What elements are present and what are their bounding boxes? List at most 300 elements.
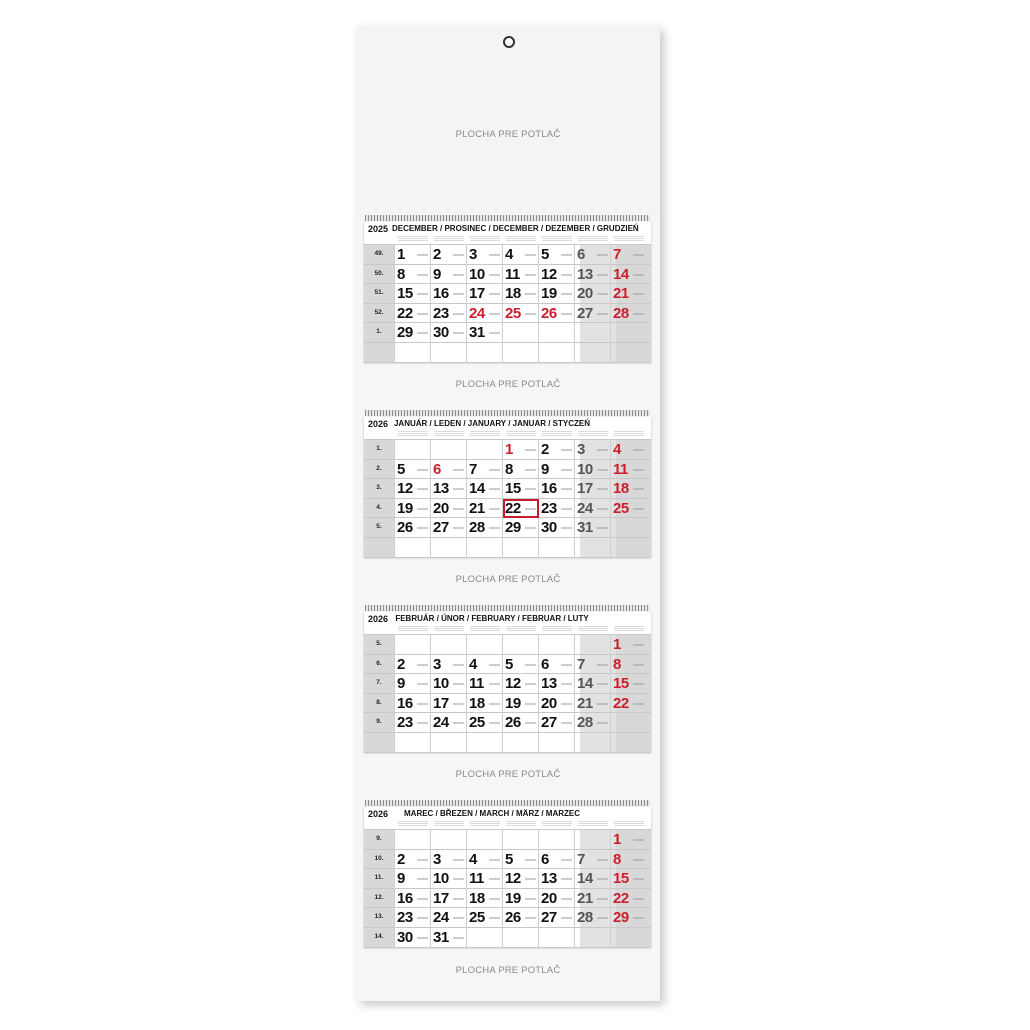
day-number: 24 <box>469 304 485 322</box>
column-divider <box>574 244 575 362</box>
nameday-note <box>633 877 644 880</box>
day-number: 20 <box>541 694 557 712</box>
nameday-note <box>633 916 644 919</box>
month-grid <box>364 244 651 362</box>
row-divider <box>364 439 651 440</box>
nameday-note <box>597 273 608 276</box>
nameday-note <box>561 507 572 510</box>
row-divider <box>364 868 651 869</box>
row-divider <box>364 673 651 674</box>
nameday-note <box>561 468 572 471</box>
day-number: 2 <box>397 655 405 673</box>
nameday-note <box>614 626 644 631</box>
nameday-note <box>453 253 464 256</box>
day-number: 18 <box>469 889 485 907</box>
month-block-december <box>364 222 651 362</box>
nameday-note <box>453 936 464 939</box>
nameday-note <box>398 431 428 436</box>
column-divider <box>394 829 395 947</box>
print-area-label: PLOCHA PRE POTLAČ <box>455 129 561 140</box>
day-number: 5 <box>505 655 513 673</box>
nameday-note <box>417 487 428 490</box>
column-divider <box>394 634 395 752</box>
nameday-note <box>561 253 572 256</box>
nameday-note <box>453 682 464 685</box>
day-number: 20 <box>541 889 557 907</box>
day-number: 4 <box>469 850 477 868</box>
nameday-note <box>597 468 608 471</box>
day-number: 28 <box>577 714 593 732</box>
month-block-january <box>364 417 651 557</box>
month-title: DECEMBER / PROSINEC / DECEMBER / DEZEMBER / GRUDZIEŃ <box>392 224 639 233</box>
day-number: 7 <box>577 655 585 673</box>
day-number: 15 <box>613 675 629 693</box>
row-divider <box>364 849 651 850</box>
nameday-note <box>489 682 500 685</box>
day-number: 23 <box>397 714 413 732</box>
week-number: 6. <box>376 659 382 667</box>
day-number: 11 <box>505 265 520 283</box>
day-number: 29 <box>613 909 629 927</box>
nameday-note <box>453 897 464 900</box>
nameday-note <box>417 331 428 334</box>
hanging-hole <box>503 36 515 48</box>
week-number: 7. <box>376 679 382 687</box>
day-number: 10 <box>433 870 449 888</box>
day-number: 30 <box>433 324 449 342</box>
day-number: 14 <box>577 870 593 888</box>
nameday-note <box>525 253 536 256</box>
row-divider <box>364 829 651 830</box>
nameday-note <box>633 273 644 276</box>
week-number: 3. <box>376 484 382 492</box>
row-divider <box>364 264 651 265</box>
nameday-note <box>633 643 644 646</box>
row-divider <box>364 654 651 655</box>
column-divider <box>610 244 611 362</box>
day-number: 12 <box>505 675 521 693</box>
day-number: 15 <box>613 870 629 888</box>
row-divider <box>364 888 651 889</box>
nameday-note <box>453 916 464 919</box>
nameday-strip <box>364 626 651 634</box>
day-number: 3 <box>577 441 585 458</box>
column-divider <box>538 634 539 752</box>
nameday-note <box>614 821 644 826</box>
row-divider <box>364 907 651 908</box>
nameday-note <box>561 897 572 900</box>
nameday-note <box>633 838 644 841</box>
row-divider <box>364 947 651 948</box>
day-number: 19 <box>541 285 557 303</box>
day-number: 13 <box>541 675 557 693</box>
nameday-note <box>597 507 608 510</box>
day-number: 29 <box>397 324 413 342</box>
column-divider <box>502 244 503 362</box>
column-divider <box>466 829 467 947</box>
week-number: 51. <box>374 289 384 297</box>
day-number: 7 <box>613 246 621 263</box>
nameday-note <box>597 292 608 295</box>
nameday-note <box>525 526 536 529</box>
day-number: 28 <box>577 909 593 927</box>
day-number: 23 <box>397 909 413 927</box>
day-number: 27 <box>433 519 449 537</box>
nameday-note <box>489 273 500 276</box>
row-divider <box>364 478 651 479</box>
week-number: 50. <box>374 269 384 277</box>
nameday-note <box>489 487 500 490</box>
day-number: 16 <box>397 694 413 712</box>
year-label: 2026 <box>368 614 389 624</box>
day-number: 12 <box>397 480 413 498</box>
day-number: 3 <box>433 655 441 673</box>
day-number: 2 <box>541 441 549 458</box>
nameday-note <box>453 273 464 276</box>
day-number: 22 <box>505 499 521 517</box>
day-number: 11 <box>469 870 484 888</box>
spiral-binding <box>365 800 650 806</box>
column-divider <box>574 829 575 947</box>
nameday-note <box>597 682 608 685</box>
nameday-note <box>489 916 500 919</box>
nameday-note <box>561 858 572 861</box>
day-number: 25 <box>613 499 629 517</box>
month-grid <box>364 829 651 947</box>
nameday-note <box>633 858 644 861</box>
week-number: 14. <box>374 933 384 940</box>
column-divider <box>574 634 575 752</box>
nameday-note <box>633 253 644 256</box>
nameday-note <box>506 431 536 436</box>
row-divider <box>364 537 651 538</box>
week-number: 52. <box>374 308 384 316</box>
nameday-note <box>561 702 572 705</box>
nameday-note <box>489 331 500 334</box>
nameday-note <box>597 916 608 919</box>
day-number: 30 <box>397 929 413 946</box>
day-number: 31 <box>469 324 485 342</box>
nameday-strip <box>364 821 651 829</box>
nameday-note <box>525 721 536 724</box>
day-number: 19 <box>397 499 413 517</box>
column-divider <box>466 244 467 362</box>
day-number: 22 <box>613 694 629 712</box>
nameday-note <box>633 897 644 900</box>
row-divider <box>364 712 651 713</box>
nameday-note <box>470 821 500 826</box>
day-number: 14 <box>577 675 593 693</box>
column-divider <box>430 244 431 362</box>
day-number: 9 <box>433 265 441 283</box>
day-number: 11 <box>613 460 628 478</box>
day-number: 4 <box>505 246 513 263</box>
day-number: 26 <box>541 304 557 322</box>
day-number: 3 <box>469 246 477 263</box>
nameday-note <box>417 916 428 919</box>
nameday-note <box>542 431 572 436</box>
day-number: 23 <box>433 304 449 322</box>
nameday-note <box>561 682 572 685</box>
nameday-note <box>614 431 644 436</box>
nameday-note <box>561 292 572 295</box>
nameday-note <box>633 487 644 490</box>
row-divider <box>364 927 651 928</box>
nameday-note <box>525 487 536 490</box>
nameday-note <box>489 663 500 666</box>
nameday-note <box>525 448 536 451</box>
nameday-note <box>597 253 608 256</box>
nameday-note <box>506 821 536 826</box>
nameday-note <box>506 626 536 631</box>
week-number: 4. <box>376 503 382 511</box>
nameday-note <box>633 682 644 685</box>
day-number: 24 <box>433 909 449 927</box>
row-divider <box>364 732 651 733</box>
day-number: 8 <box>613 655 621 673</box>
day-number: 8 <box>397 265 405 283</box>
nameday-note <box>578 236 608 241</box>
day-number: 28 <box>469 519 485 537</box>
day-number: 15 <box>505 480 521 498</box>
row-divider <box>364 459 651 460</box>
nameday-note <box>398 236 428 241</box>
day-number: 8 <box>613 850 621 868</box>
week-number: 2. <box>376 464 382 472</box>
day-number: 13 <box>577 265 593 283</box>
nameday-note <box>578 431 608 436</box>
day-number: 10 <box>433 675 449 693</box>
nameday-note <box>489 858 500 861</box>
nameday-note <box>398 821 428 826</box>
nameday-note <box>453 468 464 471</box>
nameday-note <box>453 663 464 666</box>
nameday-note <box>597 663 608 666</box>
nameday-note <box>434 626 464 631</box>
nameday-note <box>398 626 428 631</box>
day-number: 21 <box>469 499 485 517</box>
day-number: 12 <box>541 265 557 283</box>
day-number: 1 <box>613 636 621 653</box>
nameday-note <box>525 273 536 276</box>
print-area-label: PLOCHA PRE POTLAČ <box>455 769 561 780</box>
nameday-note <box>417 858 428 861</box>
nameday-note <box>633 702 644 705</box>
day-number: 19 <box>505 889 521 907</box>
day-number: 18 <box>505 285 521 303</box>
nameday-note <box>417 526 428 529</box>
day-number: 17 <box>433 694 449 712</box>
nameday-note <box>453 487 464 490</box>
nameday-note <box>561 526 572 529</box>
column-divider <box>574 439 575 557</box>
nameday-note <box>614 236 644 241</box>
day-number: 8 <box>505 460 513 478</box>
nameday-note <box>525 916 536 919</box>
nameday-note <box>417 663 428 666</box>
day-number: 4 <box>613 441 621 458</box>
nameday-note <box>453 877 464 880</box>
week-number: 1. <box>376 445 382 452</box>
nameday-note <box>453 526 464 529</box>
nameday-note <box>633 663 644 666</box>
row-divider <box>364 557 651 558</box>
day-number: 16 <box>433 285 449 303</box>
day-number: 7 <box>469 460 477 478</box>
nameday-note <box>417 507 428 510</box>
spiral-binding <box>365 410 650 416</box>
day-number: 4 <box>469 655 477 673</box>
nameday-note <box>525 682 536 685</box>
day-number: 1 <box>397 246 405 263</box>
nameday-note <box>417 897 428 900</box>
row-divider <box>364 283 651 284</box>
nameday-note <box>525 897 536 900</box>
day-number: 15 <box>397 285 413 303</box>
year-label: 2025 <box>368 224 389 234</box>
month-title: MAREC / BŘEZEN / MARCH / MÄRZ / MARZEC <box>404 809 580 818</box>
column-divider <box>610 829 611 947</box>
week-number: 8. <box>376 698 382 706</box>
year-label: 2026 <box>368 419 389 429</box>
nameday-note <box>597 487 608 490</box>
day-number: 17 <box>469 285 485 303</box>
month-title: FEBRUÁR / ÚNOR / FEBRUARY / FEBRUAR / LUTY <box>395 614 589 623</box>
nameday-note <box>489 292 500 295</box>
month-block-february <box>364 612 651 752</box>
nameday-note <box>489 253 500 256</box>
print-area-label: PLOCHA PRE POTLAČ <box>455 379 561 390</box>
nameday-note <box>633 448 644 451</box>
day-number: 6 <box>541 655 549 673</box>
column-divider <box>610 439 611 557</box>
nameday-note <box>417 312 428 315</box>
day-number: 2 <box>397 850 405 868</box>
year-label: 2026 <box>368 809 389 819</box>
day-number: 7 <box>577 850 585 868</box>
nameday-strip <box>364 236 651 244</box>
nameday-note <box>417 702 428 705</box>
day-number: 25 <box>469 714 485 732</box>
today-marker <box>503 499 539 519</box>
day-number: 6 <box>541 850 549 868</box>
week-number: 5. <box>376 523 382 531</box>
column-divider <box>394 439 395 557</box>
week-number: 13. <box>374 913 384 921</box>
row-divider <box>364 342 651 343</box>
nameday-note <box>434 821 464 826</box>
day-number: 1 <box>613 831 621 848</box>
nameday-note <box>489 526 500 529</box>
nameday-note <box>489 507 500 510</box>
nameday-note <box>561 663 572 666</box>
row-divider <box>364 362 651 363</box>
nameday-note <box>453 312 464 315</box>
nameday-note <box>597 877 608 880</box>
day-number: 31 <box>577 519 593 537</box>
day-number: 27 <box>577 304 593 322</box>
week-number: 12. <box>374 893 384 901</box>
column-divider <box>466 439 467 557</box>
nameday-note <box>542 236 572 241</box>
nameday-note <box>597 448 608 451</box>
day-number: 25 <box>469 909 485 927</box>
day-number: 24 <box>577 499 593 517</box>
nameday-note <box>417 468 428 471</box>
day-number: 1 <box>505 441 513 458</box>
day-number: 16 <box>397 889 413 907</box>
day-number: 30 <box>541 519 557 537</box>
day-number: 17 <box>433 889 449 907</box>
nameday-note <box>633 507 644 510</box>
day-number: 17 <box>577 480 593 498</box>
day-number: 6 <box>577 246 585 263</box>
column-divider <box>502 829 503 947</box>
column-divider <box>394 244 395 362</box>
week-number: 9. <box>376 835 382 842</box>
row-divider <box>364 303 651 304</box>
day-number: 21 <box>577 694 593 712</box>
day-number: 13 <box>541 870 557 888</box>
nameday-note <box>525 312 536 315</box>
day-number: 18 <box>469 694 485 712</box>
spiral-binding <box>365 605 650 611</box>
print-area-label: PLOCHA PRE POTLAČ <box>455 965 561 976</box>
day-number: 22 <box>613 889 629 907</box>
nameday-note <box>489 702 500 705</box>
nameday-note <box>597 312 608 315</box>
row-divider <box>364 752 651 753</box>
row-divider <box>364 244 651 245</box>
nameday-note <box>561 312 572 315</box>
nameday-note <box>453 331 464 334</box>
nameday-note <box>578 821 608 826</box>
day-number: 14 <box>469 480 485 498</box>
day-number: 5 <box>505 850 513 868</box>
nameday-note <box>470 431 500 436</box>
nameday-note <box>453 702 464 705</box>
nameday-note <box>561 487 572 490</box>
day-number: 14 <box>613 265 629 283</box>
nameday-note <box>417 292 428 295</box>
nameday-note <box>561 916 572 919</box>
nameday-note <box>470 236 500 241</box>
nameday-note <box>525 663 536 666</box>
header-panel <box>356 26 660 216</box>
week-number: 11. <box>374 874 384 882</box>
nameday-note <box>489 897 500 900</box>
column-divider <box>610 634 611 752</box>
nameday-note <box>633 292 644 295</box>
day-number: 27 <box>541 714 557 732</box>
nameday-note <box>417 721 428 724</box>
nameday-note <box>489 877 500 880</box>
day-number: 9 <box>397 675 405 693</box>
day-number: 23 <box>541 499 557 517</box>
day-number: 2 <box>433 246 441 263</box>
nameday-note <box>417 273 428 276</box>
nameday-note <box>597 858 608 861</box>
nameday-note <box>453 292 464 295</box>
column-divider <box>538 829 539 947</box>
day-number: 25 <box>505 304 521 322</box>
week-number: 5. <box>376 640 382 647</box>
nameday-note <box>525 702 536 705</box>
nameday-note <box>417 682 428 685</box>
day-number: 10 <box>577 460 593 478</box>
nameday-note <box>597 526 608 529</box>
day-number: 5 <box>397 460 405 478</box>
